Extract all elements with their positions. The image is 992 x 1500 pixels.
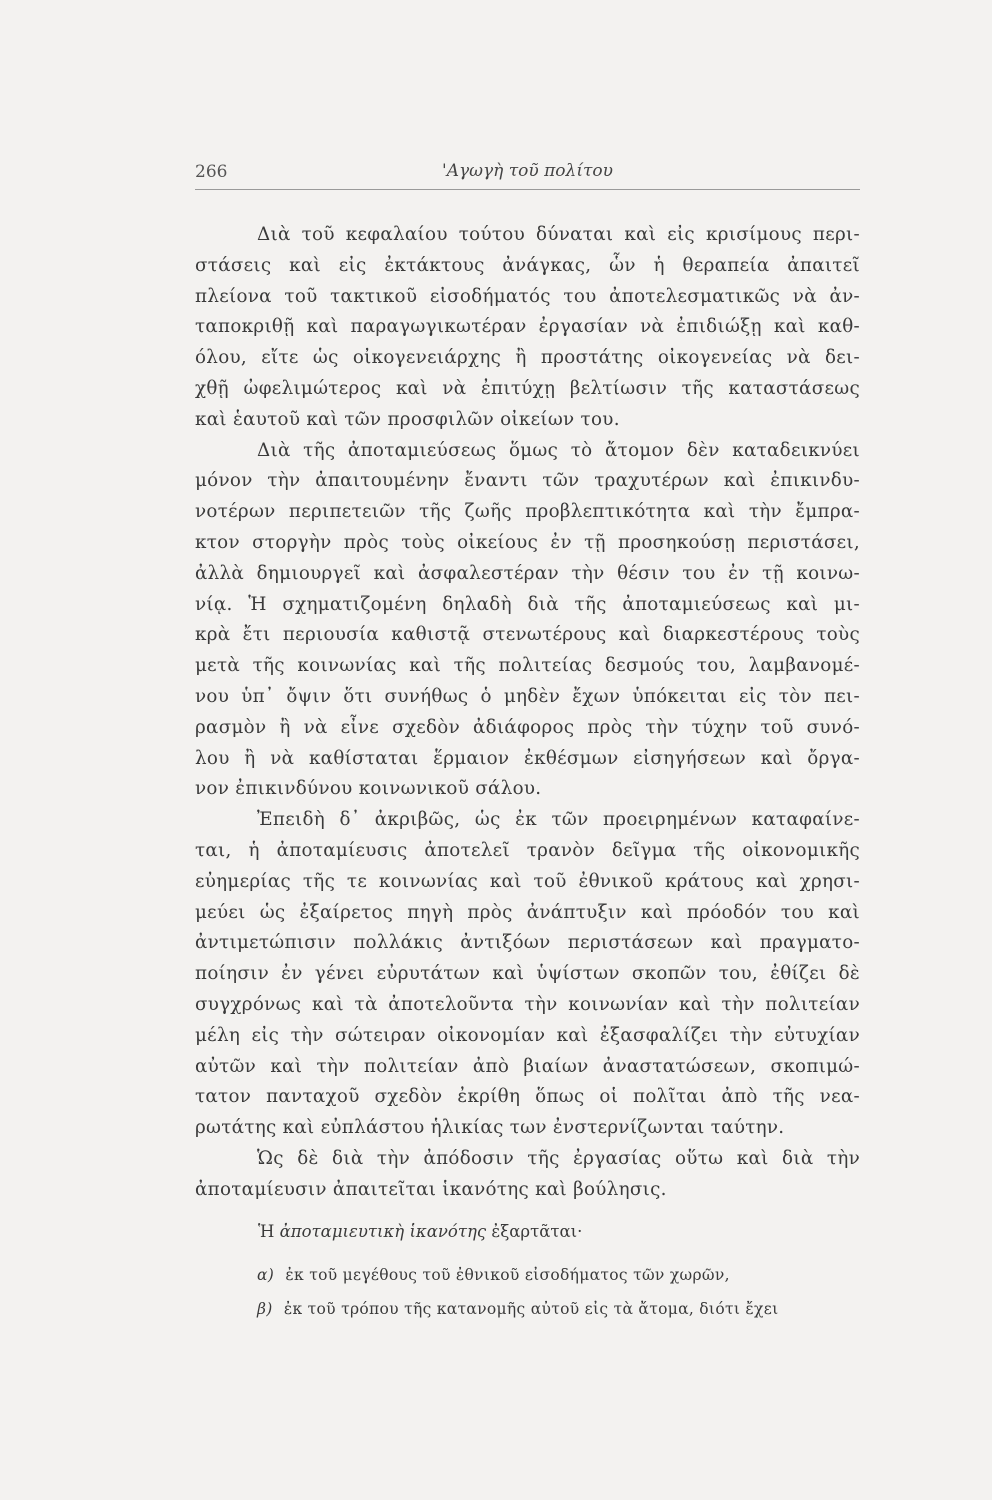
text-line: ἀποταμίευσιν ἀπαιτεῖται ἱκανότης καὶ βούλησις. bbox=[195, 1178, 667, 1200]
paragraph-2 bbox=[195, 436, 860, 806]
text-line: μέλη εἰς τὴν σώτειραν οἰκονομίαν καὶ ἐξασφαλίζει τὴν εὐτυχίαν bbox=[195, 1024, 860, 1046]
enumerated-list bbox=[257, 1258, 862, 1326]
text-line: ρασμὸν ἢ νὰ εἶνε σχεδὸν ἀδιάφορος πρὸς τὴν τύχην τοῦ συνό- bbox=[195, 716, 860, 738]
text-line: μετὰ τῆς κοινωνίας καὶ τῆς πολιτείας δεσμούς του, λαμβανομέ- bbox=[195, 655, 860, 677]
body-text bbox=[195, 220, 860, 1206]
list-marker: α) bbox=[257, 1266, 275, 1284]
text-line: νοτέρων περιπετειῶν τῆς ζωῆς προβλεπτικότητα καὶ τὴν ἔμπρα- bbox=[195, 501, 860, 523]
text-line: καὶ ἑαυτοῦ καὶ τῶν προσφιλῶν οἰκείων του. bbox=[195, 408, 620, 430]
text-line: συγχρόνως καὶ τὰ ἀποτελοῦντα τὴν κοινωνίαν καὶ τὴν πολιτείαν bbox=[195, 993, 860, 1015]
list-item bbox=[257, 1258, 862, 1292]
text-line: Ἐπειδὴ δ᾽ ἀκριβῶς, ὡς ἐκ τῶν προειρημένων καταφαίνε- bbox=[257, 809, 860, 831]
text-line: κρὰ ἔτι περιουσία καθιστᾷ στενωτέρους καὶ διαρκεστέρους τοὺς bbox=[195, 624, 860, 646]
list-item bbox=[257, 1292, 862, 1326]
text-line: ται, ἡ ἀποταμίευσις ἀποτελεῖ τρανὸν δεῖγμα τῆς οἰκονομικῆς bbox=[195, 839, 860, 861]
text-line: στάσεις καὶ εἰς ἐκτάκτους ἀνάγκας, ὧν ἡ θεραπεία ἀπαιτεῖ bbox=[195, 254, 860, 276]
text-line: νον ἐπικινδύνου κοινωνικοῦ σάλου. bbox=[195, 778, 542, 800]
paragraph-3 bbox=[195, 805, 860, 1144]
text-line: μεύει ὡς ἐξαίρετος πηγὴ πρὸς ἀνάπτυξιν καὶ πρόοδόν του καὶ bbox=[195, 901, 860, 923]
running-title: 'Αγωγὴ τοῦ πολίτου bbox=[442, 161, 613, 181]
text-line: ποίησιν ἐν γένει εὐρυτάτων καὶ ὑψίστων σκοπῶν του, ἐθίζει δὲ bbox=[195, 963, 860, 985]
text-line: Ὡς δὲ διὰ τὴν ἀπόδοσιν τῆς ἐργασίας οὕτω καὶ διὰ τὴν bbox=[257, 1147, 860, 1169]
text-line: εὐημερίας τῆς τε κοινωνίας καὶ τοῦ ἐθνικοῦ κράτους καὶ χρησι- bbox=[195, 870, 860, 892]
list-item-text: ἐκ τοῦ μεγέθους τοῦ ἐθνικοῦ εἰσοδήματος τῶν χωρῶν, bbox=[285, 1266, 730, 1284]
text-line: ταποκριθῇ καὶ παραγωγικωτέραν ἐργασίαν νὰ ἐπιδιώξῃ καὶ καθ- bbox=[195, 316, 860, 338]
text-line: κτον στοργὴν πρὸς τοὺς οἰκείους ἐν τῇ προσηκούσῃ περιστάσει, bbox=[195, 531, 860, 553]
header-rule bbox=[195, 189, 860, 190]
subheading bbox=[258, 1222, 582, 1241]
page-number: 266 bbox=[195, 162, 228, 182]
subheading-prefix: Ἡ bbox=[258, 1222, 275, 1241]
text-line: Διὰ τοῦ κεφαλαίου τούτου δύναται καὶ εἰς κρισίμους περι- bbox=[257, 224, 860, 245]
text-line: λου ἢ νὰ καθίσταται ἕρμαιον ἐκθέσμων εἰσηγήσεων καὶ ὄργα- bbox=[195, 747, 860, 769]
text-line: αὐτῶν καὶ τὴν πολιτείαν ἀπὸ βιαίων ἀναστατώσεων, σκοπιμώ- bbox=[195, 1055, 860, 1077]
paragraph-4 bbox=[195, 1144, 860, 1206]
text-line: ρωτάτης καὶ εὐπλάστου ἡλικίας των ἐνστερνίζωνται ταύτην. bbox=[195, 1117, 785, 1139]
text-line: ἀλλὰ δημιουργεῖ καὶ ἀσφαλεστέραν τὴν θέσιν του ἐν τῇ κοινω- bbox=[195, 562, 860, 584]
list-marker: β) bbox=[257, 1300, 273, 1318]
text-line: πλείονα τοῦ τακτικοῦ εἰσοδήματός του ἀποτελεσματικῶς νὰ ἀν- bbox=[195, 285, 860, 307]
text-line: χθῇ ὠφελιμώτερος καὶ νὰ ἐπιτύχῃ βελτίωσιν τῆς καταστάσεως bbox=[195, 377, 860, 399]
text-line: Διὰ τῆς ἀποταμιεύσεως ὅμως τὸ ἄτομον δὲν καταδεικνύει bbox=[257, 439, 860, 461]
text-line: όλου, εἴτε ὡς οἰκογενειάρχης ἢ προστάτης οἰκογενείας νὰ δει- bbox=[195, 347, 860, 369]
list-item-text: ἐκ τοῦ τρόπου τῆς κατανομῆς αὐτοῦ εἰς τὰ ἄτομα, διότι ἔχει bbox=[283, 1300, 779, 1318]
subheading-suffix: ἐξαρτᾶται· bbox=[491, 1222, 583, 1241]
subheading-emphasis: ἀποταμιευτικὴ ἱκανότης bbox=[279, 1222, 487, 1241]
text-line: ἀντιμετώπισιν πολλάκις ἀντιξόων περιστάσεων καὶ πραγματο- bbox=[195, 932, 860, 954]
text-line: μόνον τὴν ἀπαιτουμένην ἔναντι τῶν τραχυτέρων καὶ ἐπικινδυ- bbox=[195, 470, 860, 492]
text-line: νου ὑπ᾽ ὄψιν ὅτι συνήθως ὁ μηδὲν ἔχων ὑπόκειται εἰς τὸν πει- bbox=[195, 685, 860, 707]
text-line: τατον πανταχοῦ σχεδὸν ἐκρίθη ὅπως οἱ πολῖται ἀπὸ τῆς νεα- bbox=[195, 1086, 860, 1108]
text-line: νίᾳ. Ἡ σχηματιζομένη δηλαδὴ διὰ τῆς ἀποταμιεύσεως καὶ μι- bbox=[195, 593, 860, 615]
paragraph-1 bbox=[195, 220, 860, 436]
page-header bbox=[195, 162, 860, 188]
